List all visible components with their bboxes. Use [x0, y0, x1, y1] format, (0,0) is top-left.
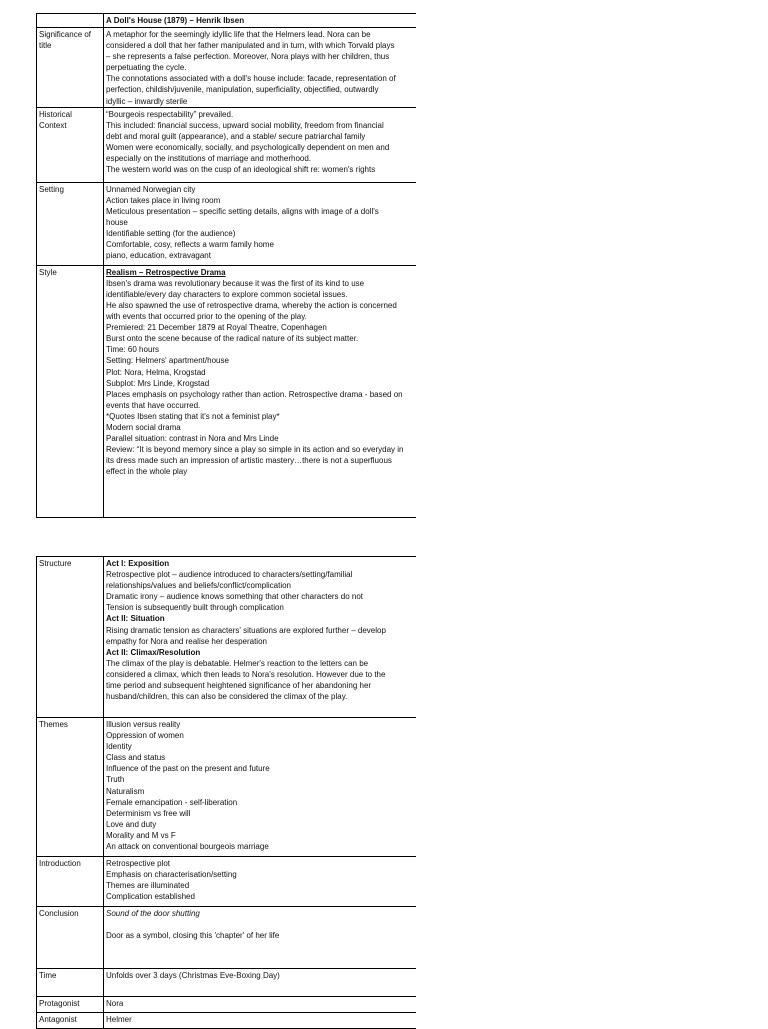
blank-line: [106, 919, 414, 930]
text-line: effect in the whole play: [106, 467, 188, 477]
text-line: Emphasis on characterisation/setting: [106, 870, 237, 880]
row-label-conclusion: Conclusion: [37, 907, 104, 969]
text-line: Action takes place in living room: [106, 195, 221, 205]
title-row: [37, 14, 417, 28]
text-line: piano, education, extravagant: [106, 251, 211, 261]
text-line: Places emphasis on psychology rather than action. Retrospective drama - based on: [106, 389, 403, 399]
row-label-historical-context: Historical Context: [37, 107, 104, 182]
text-line: identifiable/every day characters to explore common societal issues.: [106, 289, 348, 299]
analysis-table: [36, 556, 416, 1029]
row-label-style: Style: [37, 265, 104, 517]
text-line: Review: “It is beyond memory since a play so simple in its action and so everyday in: [106, 445, 404, 455]
text-line: Premiered: 21 December 1879 at Royal Theatre, Copenhagen: [106, 323, 327, 333]
text-line: The connotations associated with a doll's house include: facade, representation of: [106, 74, 396, 84]
text-line: with events that occurred prior to the opening of the play.: [106, 312, 307, 322]
text-line: The climax of the play is debatable. Helmer's reaction to the letters can be: [106, 658, 369, 668]
row-label-introduction: Introduction: [37, 857, 104, 907]
theme-item: Naturalism: [106, 786, 145, 796]
text-line: “Bourgeois respectability” prevailed.: [106, 109, 234, 119]
row-label-themes: Themes: [37, 718, 104, 857]
text-line: Plot: Nora, Helma, Krogstad: [106, 367, 206, 377]
row-label-structure: Structure: [37, 557, 104, 718]
theme-item: Truth: [106, 775, 125, 785]
text-line: *Quotes Ibsen stating that it's not a feminist play*: [106, 411, 280, 421]
text-line: Comfortable, cosy, reflects a warm family home: [106, 240, 274, 250]
theme-item: An attack on conventional bourgeois marriage: [106, 842, 269, 852]
table-row-time: [37, 969, 417, 997]
text-line: perfection, childish/juvenile, manipulation, superficiality, objectified, outwardly: [106, 85, 379, 95]
text-line: Dramatic irony – audience knows something that other characters do not: [106, 592, 364, 602]
text-line: debt and moral guilt (appearance), and a stable/ secure patriarchal family: [106, 131, 366, 141]
table-row-historical-context: [37, 107, 417, 182]
text-line: Subplot: Mrs Linde, Krogstad: [106, 378, 210, 388]
row-content-historical-context: [104, 107, 417, 182]
text-line: Door as a symbol, closing this 'chapter' of her life: [106, 931, 280, 941]
table-row-antagonist: [37, 1013, 417, 1029]
row-label-significance: Significance of title: [37, 28, 104, 108]
theme-item: Determinism vs free will: [106, 808, 191, 818]
table-row-protagonist: [37, 997, 417, 1013]
text-line: Setting: Helmers' apartment/house: [106, 356, 229, 366]
text-line: events that have occurred.: [106, 400, 201, 410]
row-content-time: Unfolds over 3 days (Christmas Eve-Boxing Day): [104, 969, 417, 997]
row-content-themes: [104, 718, 417, 857]
style-heading: Realism – Retrospective Drama: [106, 267, 226, 277]
text-line: Burst onto the scene because of the radical nature of its subject matter.: [106, 334, 359, 344]
table-row-introduction: [37, 857, 417, 907]
row-content-structure: [104, 557, 417, 718]
theme-item: Illusion versus reality: [106, 720, 181, 729]
text-line: relationships/values and beliefs/conflict/complication: [106, 581, 291, 591]
text-line: Parallel situation: contrast in Nora and Mrs Linde: [106, 434, 279, 444]
text-line: Retrospective plot: [106, 859, 171, 868]
text-line: The western world was on the cusp of an ideological shift re: women's rights: [106, 165, 376, 175]
text-line: Complication established: [106, 892, 195, 902]
row-content-conclusion: [104, 907, 417, 969]
table-row-themes: [37, 718, 417, 857]
theme-item: Oppression of women: [106, 731, 184, 741]
row-label-setting: Setting: [37, 182, 104, 265]
text-line: – she represents a false perfection. Moreover, Nora plays with her children, thus: [106, 52, 390, 62]
row-content-significance: [104, 28, 417, 108]
table-row-conclusion: [37, 907, 417, 969]
overview-table: [36, 13, 416, 518]
text-line: Women were economically, socially, and psychologically dependent on men and: [106, 142, 390, 152]
theme-item: Influence of the past on the present and future: [106, 764, 270, 774]
theme-item: Female emancipation - self-liberation: [106, 797, 238, 807]
text-line: Meticulous presentation – specific setting details, aligns with image of a doll's: [106, 206, 379, 216]
theme-item: Class and status: [106, 753, 166, 763]
act-two-heading: Act II: Situation: [106, 614, 165, 624]
row-content-setting: [104, 182, 417, 265]
text-line: Themes are illuminated: [106, 881, 190, 891]
text-line: time period and subsequent heightened significance of her abandoning her: [106, 681, 372, 691]
text-line: husband/children, this can also be considered the climax of the play.: [106, 692, 348, 702]
row-content-introduction: [104, 857, 417, 907]
text-line: considered a climax, which then leads to Nora's resolution. However due to the: [106, 669, 386, 679]
act-three-heading: Act II: Climax/Resolution: [106, 647, 201, 657]
theme-item: Morality and M vs F: [106, 830, 176, 840]
theme-item: Love and duty: [106, 819, 157, 829]
theme-item: Identity: [106, 742, 132, 752]
text-line: especially on the institutions of marriage and motherhood.: [106, 154, 312, 164]
title-label-cell: [37, 14, 104, 28]
table-row-significance: [37, 28, 417, 108]
table-row-setting: [37, 182, 417, 265]
text-line: idyllic – inwardly sterile: [106, 96, 188, 106]
text-line: empathy for Nora and realise her desperation: [106, 636, 267, 646]
row-label-antagonist: Antagonist: [37, 1013, 104, 1029]
text-line: its dress made such an impression of artistic mastery…there is not a superfluous: [106, 456, 392, 466]
row-label-time: Time: [37, 969, 104, 997]
row-content-style: [104, 265, 417, 517]
document-title: A Doll's House (1879) – Henrik Ibsen: [104, 14, 417, 28]
row-label-protagonist: Protagonist: [37, 997, 104, 1013]
text-line: house: [106, 217, 128, 227]
text-line: perpetuating the cycle.: [106, 63, 187, 73]
text-line: This included: financial success, upward social mobility, freedom from financial: [106, 120, 384, 130]
row-content-antagonist: Helmer: [104, 1013, 417, 1029]
text-line: A metaphor for the seemingly idyllic life that the Helmers lead. Nora can be: [106, 30, 371, 39]
text-line: considered a doll that her father manipulated and in turn, with which Torvald plays: [106, 41, 395, 51]
table-row-style: [37, 265, 417, 517]
act-one-heading: Act I: Exposition: [106, 559, 170, 568]
text-line: Ibsen's drama was revolutionary because it was the first of its kind to use: [106, 278, 365, 288]
text-line: Time: 60 hours: [106, 345, 160, 355]
row-content-protagonist: Nora: [104, 997, 417, 1013]
text-line: He also spawned the use of retrospective drama, whereby the action is concerned: [106, 300, 397, 310]
text-line: Tension is subsequently built through complication: [106, 603, 284, 613]
text-line: Identifiable setting (for the audience): [106, 229, 236, 239]
text-line: Retrospective plot – audience introduced to characters/setting/familial: [106, 570, 353, 580]
text-line: Modern social drama: [106, 422, 181, 432]
text-line: Rising dramatic tension as characters' situations are explored further – develop: [106, 625, 386, 635]
conclusion-italic-line: Sound of the door shutting: [106, 909, 200, 918]
table-row-structure: [37, 557, 417, 718]
text-line: Unnamed Norwegian city: [106, 184, 196, 194]
